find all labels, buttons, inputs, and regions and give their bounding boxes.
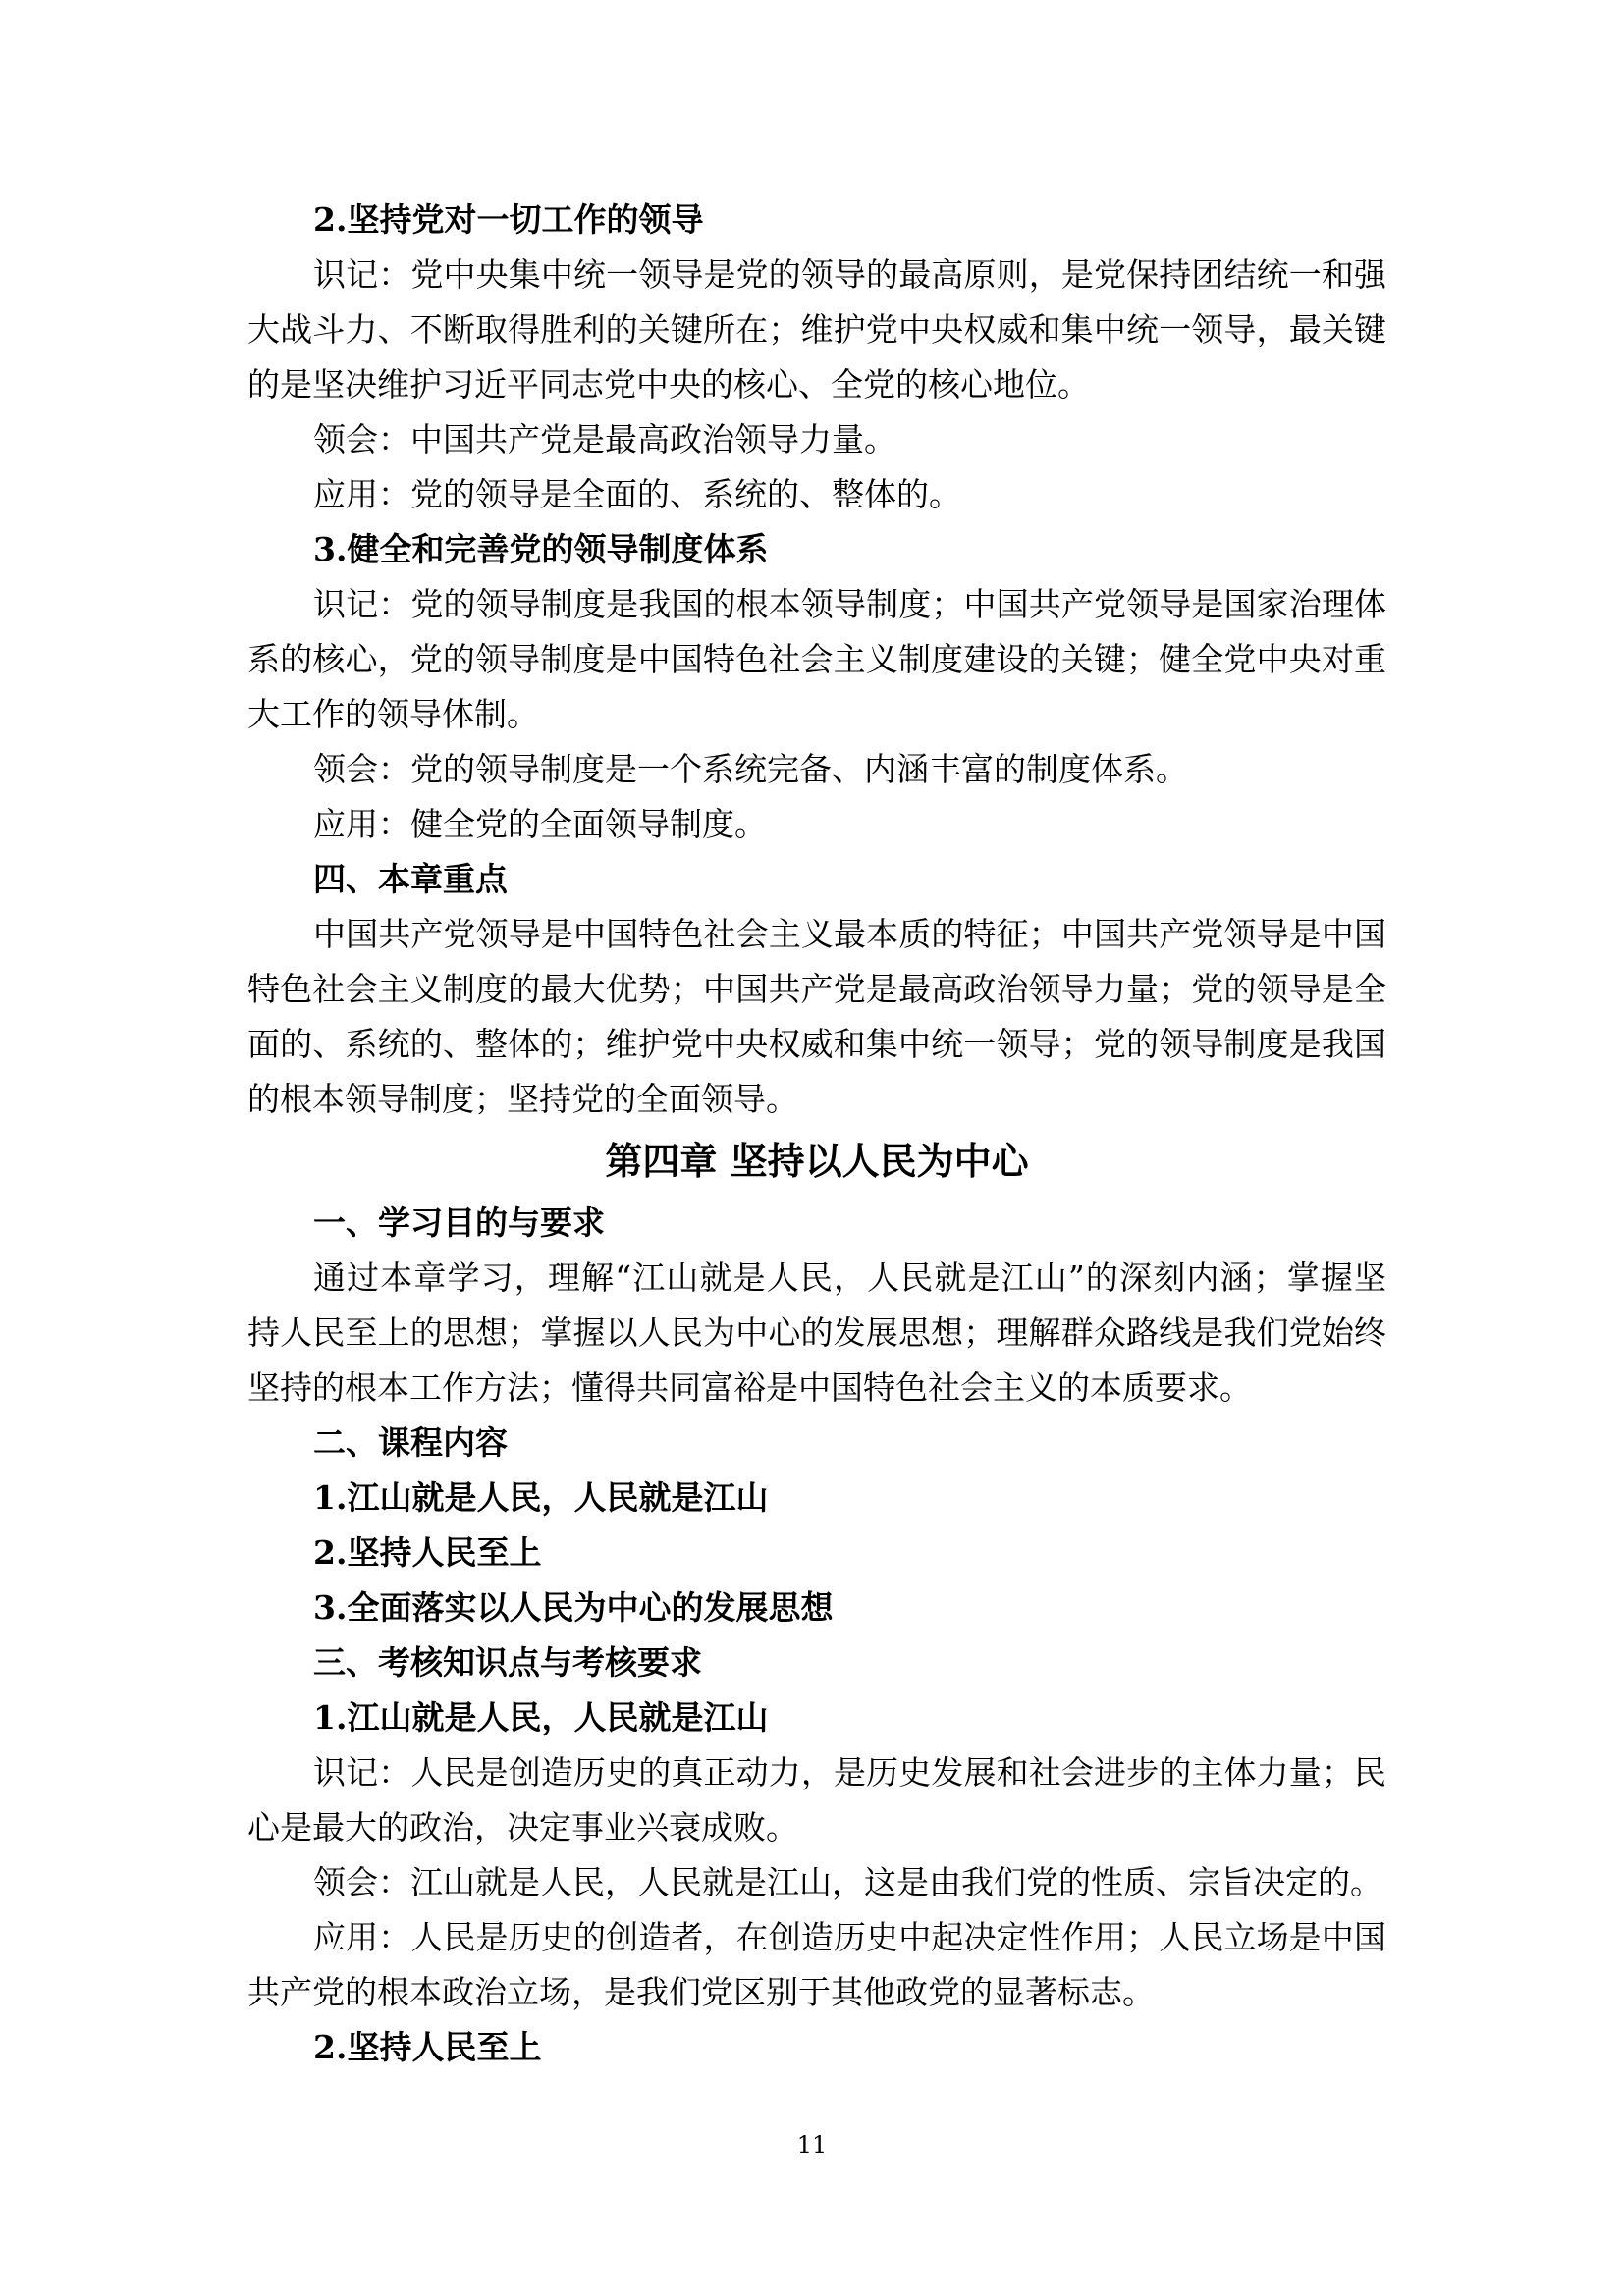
section-heading: 2.坚持人民至上 bbox=[313, 1533, 542, 1572]
paragraph-line: 识记：人民是创造历史的真正动力，是历史发展和社会进步的主体力量；民 bbox=[313, 1753, 1386, 1791]
section-heading: 二、课程内容 bbox=[313, 1423, 508, 1462]
page-number: 11 bbox=[796, 2131, 828, 2159]
section-heading: 1.江山就是人民，人民就是江山 bbox=[313, 1478, 769, 1517]
paragraph-line: 通过本章学习，理解“江山就是人民，人民就是江山”的深刻内涵；掌握坚 bbox=[313, 1258, 1386, 1297]
paragraph-line: 领会：中国共产党是最高政治领导力量。 bbox=[313, 420, 896, 458]
paragraph-line: 应用：人民是历史的创造者，在创造历史中起决定性作用；人民立场是中国 bbox=[313, 1918, 1386, 1956]
section-heading: 3.健全和完善党的领导制度体系 bbox=[313, 530, 769, 568]
paragraph-line: 大工作的领导体制。 bbox=[247, 695, 539, 733]
paragraph-line: 的是坚决维护习近平同志党中央的核心、全党的核心地位。 bbox=[247, 365, 1090, 403]
paragraph-line: 识记：党中央集中统一领导是党的领导的最高原则，是党保持团结统一和强 bbox=[313, 255, 1386, 294]
paragraph-line: 应用：党的领导是全面的、系统的、整体的。 bbox=[313, 475, 961, 513]
paragraph-line: 坚持的根本工作方法；懂得共同富裕是中国特色社会主义的本质要求。 bbox=[247, 1368, 1252, 1407]
section-heading: 2.坚持党对一切工作的领导 bbox=[313, 200, 704, 239]
paragraph-line: 应用：健全党的全面领导制度。 bbox=[313, 805, 767, 843]
paragraph-line: 识记：党的领导制度是我国的根本领导制度；中国共产党领导是国家治理体 bbox=[313, 585, 1386, 623]
paragraph-line: 共产党的根本政治立场，是我们党区别于其他政党的显著标志。 bbox=[247, 1973, 1155, 2011]
section-heading: 2.坚持人民至上 bbox=[313, 2028, 542, 2066]
document-body bbox=[247, 192, 1386, 2075]
chapter-title: 第四章 坚持以人民为中心 bbox=[605, 1139, 1029, 1183]
paragraph-line: 的根本领导制度；坚持党的全面领导。 bbox=[247, 1080, 798, 1118]
paragraph-line: 中国共产党领导是中国特色社会主义最本质的特征；中国共产党领导是中国 bbox=[313, 915, 1386, 953]
section-heading: 一、学习目的与要求 bbox=[313, 1203, 605, 1242]
paragraph-line: 面的、系统的、整体的；维护党中央权威和集中统一领导；党的领导制度是我国 bbox=[247, 1025, 1386, 1063]
paragraph-line: 系的核心，党的领导制度是中国特色社会主义制度建设的关键；健全党中央对重 bbox=[247, 640, 1386, 678]
paragraph-line: 心是最大的政治，决定事业兴衰成败。 bbox=[247, 1808, 798, 1846]
paragraph-line: 领会：党的领导制度是一个系统完备、内涵丰富的制度体系。 bbox=[313, 750, 1188, 788]
paragraph-line: 领会：江山就是人民，人民就是江山，这是由我们党的性质、宗旨决定的。 bbox=[313, 1863, 1382, 1901]
section-heading: 四、本章重点 bbox=[313, 860, 508, 898]
section-heading: 1.江山就是人民，人民就是江山 bbox=[313, 1698, 769, 1736]
paragraph-line: 持人民至上的思想；掌握以人民为中心的发展思想；理解群众路线是我们党始终 bbox=[247, 1313, 1386, 1352]
section-heading: 3.全面落实以人民为中心的发展思想 bbox=[313, 1588, 834, 1627]
paragraph-line: 大战斗力、不断取得胜利的关键所在；维护党中央权威和集中统一领导，最关键 bbox=[247, 310, 1386, 348]
section-heading: 三、考核知识点与考核要求 bbox=[313, 1643, 702, 1682]
paragraph-line: 特色社会主义制度的最大优势；中国共产党是最高政治领导力量；党的领导是全 bbox=[247, 970, 1386, 1008]
